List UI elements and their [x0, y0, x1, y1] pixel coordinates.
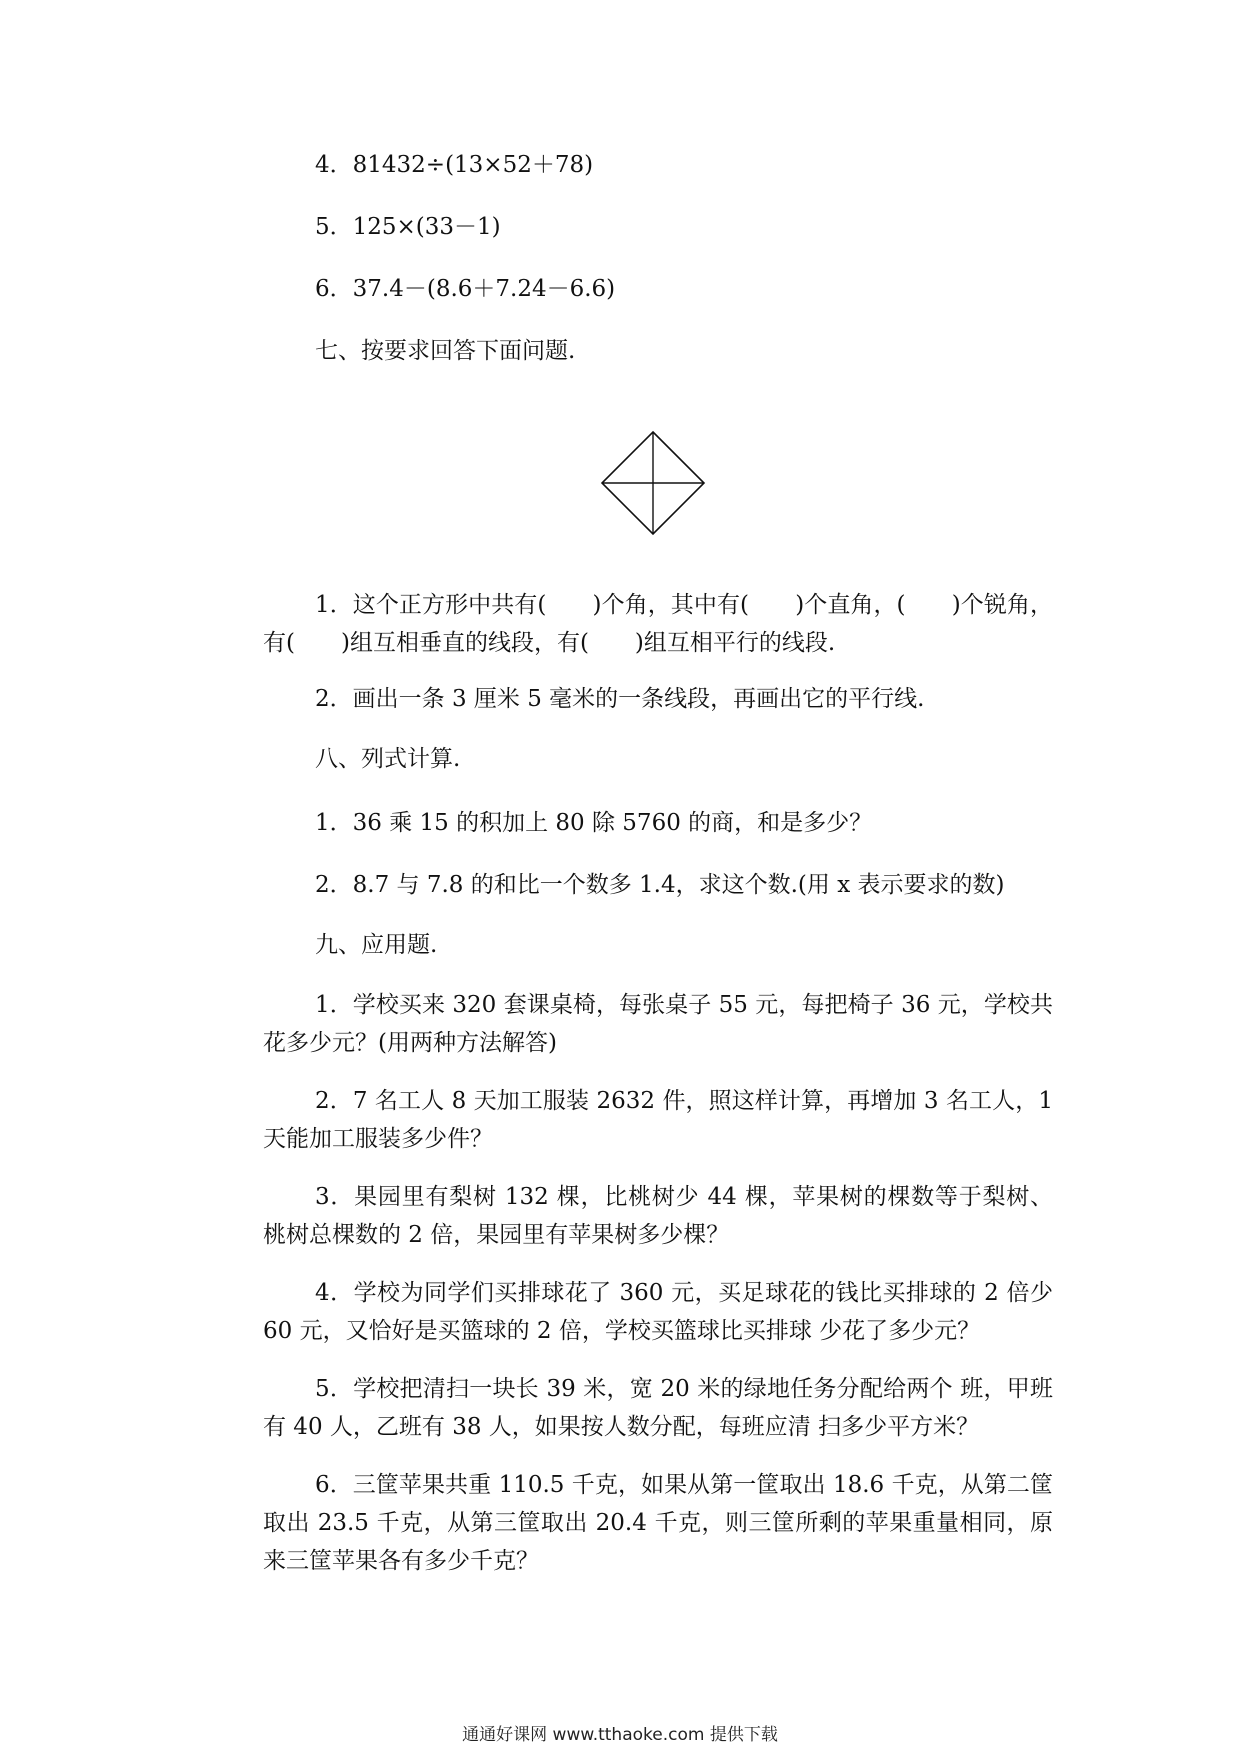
section-8-question-1: 1．36 乘 15 的积加上 80 除 5760 的商，和是多少？	[315, 810, 873, 836]
section-9-heading: 九、应用题.	[315, 932, 438, 958]
section-9-question-5: 5．学校把清扫一块长 39 米，宽 20 米的绿地任务分配给两个 班，甲班有 40 人，乙班有 38 人，如果按人数分配，每班应清 扫多少平方米？	[263, 1376, 1053, 1440]
calc-item-5: 5．125×(33－1)	[315, 214, 501, 240]
footer-source-note: 通通好课网 www.tthaoke.com 提供下载	[462, 1725, 778, 1745]
calc-item-6: 6．37.4－(8.6＋7.24－6.6)	[315, 276, 616, 302]
section-7-question-1: 1．这个正方形中共有( )个角，其中有( )个直角，( )个锐角，有( )组互相垂直的线段，有( )组互相平行的线段.	[263, 592, 1053, 656]
square-diagonals-figure	[600, 430, 706, 536]
section-8-question-2: 2．8.7 与 7.8 的和比一个数多 1.4，求这个数.(用 x 表示要求的数)	[315, 872, 1005, 898]
section-9-question-6: 6．三筐苹果共重 110.5 千克，如果从第一筐取出 18.6 千克，从第二筐取出 23.5 千克，从第三筐取出 20.4 千克，则三筐所剩的苹果重量相同，原来三筐苹果各有多少千克？	[263, 1472, 1053, 1574]
section-9-question-2: 2．7 名工人 8 天加工服装 2632 件，照这样计算，再增加 3 名工人，1 天能加工服装多少件？	[263, 1088, 1053, 1152]
section-7-heading: 七、按要求回答下面问题.	[315, 338, 576, 364]
section-9-question-3: 3．果园里有梨树 132 棵，比桃树少 44 棵，苹果树的棵数等于梨树、桃树总棵数的 2 倍，果园里有苹果树多少棵？	[263, 1184, 1053, 1248]
section-9-question-1: 1．学校买来 320 套课桌椅，每张桌子 55 元，每把椅子 36 元，学校共花多少元？(用两种方法解答)	[263, 992, 1053, 1056]
section-7-question-2: 2．画出一条 3 厘米 5 毫米的一条线段，再画出它的平行线.	[315, 686, 925, 712]
section-9-question-4: 4．学校为同学们买排球花了 360 元，买足球花的钱比买排球的 2 倍少 60 元，又恰好是买篮球的 2 倍，学校买篮球比买排球 少花了多少元？	[263, 1280, 1053, 1344]
section-8-heading: 八、列式计算.	[315, 746, 461, 772]
calc-item-4: 4．81432÷(13×52＋78)	[315, 152, 594, 178]
